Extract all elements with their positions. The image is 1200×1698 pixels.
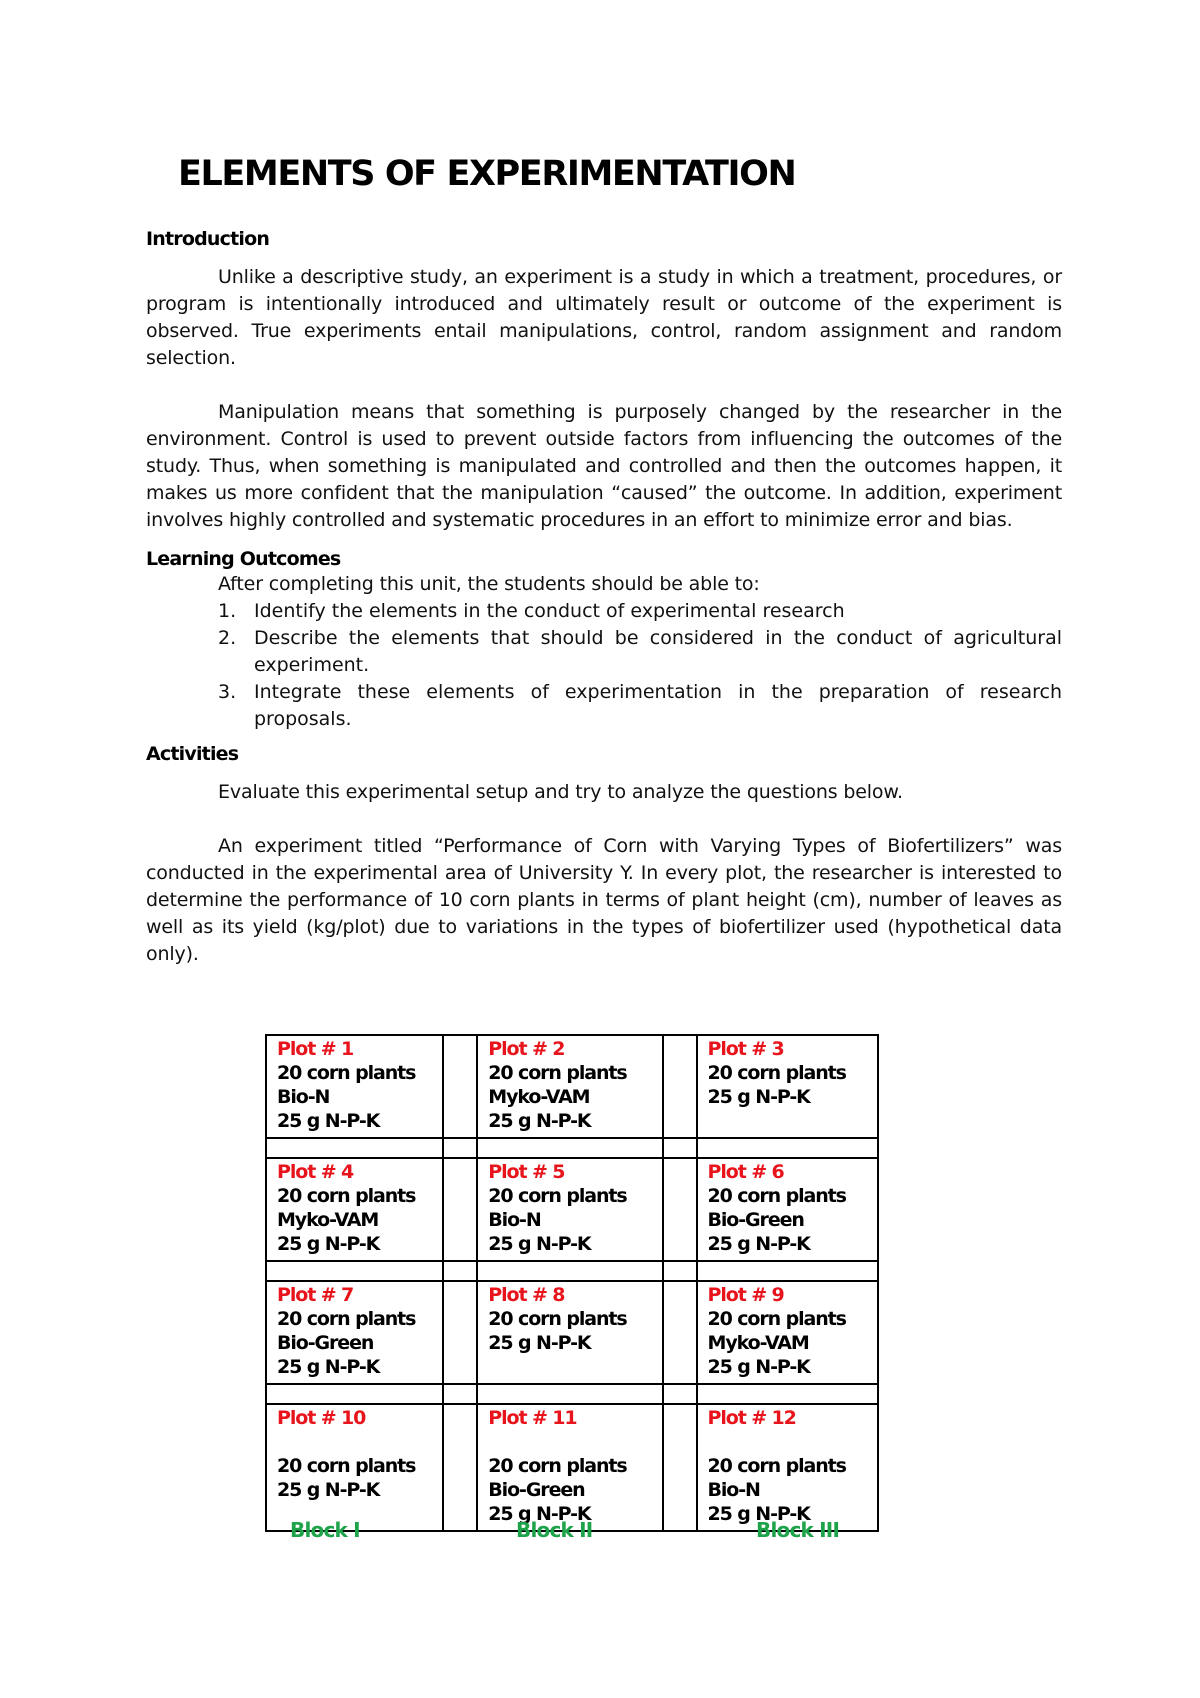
spacer-cell: [663, 1138, 697, 1158]
plot-detail: Bio-N: [488, 1209, 541, 1231]
alley-cell: [443, 1281, 477, 1384]
plot-detail: 20 corn plants: [488, 1455, 627, 1477]
plot-detail: 20 corn plants: [707, 1308, 846, 1330]
alley-cell: [443, 1158, 477, 1261]
plot-detail: [277, 1430, 432, 1454]
list-item: [218, 679, 1062, 733]
spacer-cell: [266, 1138, 443, 1158]
plot-label: Plot # 9: [707, 1284, 784, 1306]
spacer-cell: [443, 1138, 477, 1158]
alley-cell: [663, 1158, 697, 1261]
plot-detail: 25 g N-P-K: [277, 1233, 380, 1255]
plot-layout-table: [265, 1034, 879, 1532]
plot-label: Plot # 11: [488, 1407, 577, 1429]
plot-cell: [697, 1281, 878, 1384]
plot-label: Plot # 1: [277, 1038, 354, 1060]
alley-cell: [663, 1281, 697, 1384]
plot-label: Plot # 5: [488, 1161, 565, 1183]
plot-detail: 20 corn plants: [707, 1455, 846, 1477]
plot-detail: 20 corn plants: [707, 1062, 846, 1084]
spacer-cell: [443, 1384, 477, 1404]
plot-detail: 25 g N-P-K: [707, 1503, 810, 1525]
plot-cell: [697, 1035, 878, 1138]
plot-cell: [266, 1035, 443, 1138]
spacer-cell: [443, 1261, 477, 1281]
spacer-cell: [663, 1261, 697, 1281]
activities-heading: Activities: [146, 743, 239, 765]
plot-cell: [266, 1281, 443, 1384]
plot-detail: 20 corn plants: [277, 1455, 416, 1477]
plot-detail: Bio-N: [277, 1086, 330, 1108]
plot-detail: 25 g N-P-K: [707, 1086, 810, 1108]
introduction-paragraph-2: Manipulation means that something is purposely changed by the researcher in the environment. Control is used to prevent outside factors from influencing the outcomes of the study. Thus, when something is manipulated and controlled and then the outcomes happen, it makes us more confident that the manipulation “caused” the outcome. In addition, experiment involves highly controlled and systematic procedures in an effort to minimize error and bias.: [146, 401, 1062, 531]
plot-cell: [477, 1281, 662, 1384]
plot-label: Plot # 6: [707, 1161, 784, 1183]
block-label-2: Block II: [516, 1518, 593, 1542]
plot-label: Plot # 4: [277, 1161, 354, 1183]
plot-detail: Bio-Green: [488, 1479, 585, 1501]
spacer-cell: [697, 1138, 878, 1158]
plot-detail: Bio-Green: [277, 1332, 374, 1354]
plot-detail: 20 corn plants: [488, 1185, 627, 1207]
list-item-text: Describe the elements that should be considered in the conduct of agricultural experiment.: [254, 627, 1062, 676]
plot-detail: 25 g N-P-K: [277, 1110, 380, 1132]
plot-row: [266, 1404, 878, 1531]
plot-detail: 25 g N-P-K: [488, 1233, 591, 1255]
plot-detail: 25 g N-P-K: [277, 1356, 380, 1378]
plot-cell: [266, 1158, 443, 1261]
plot-detail: 20 corn plants: [488, 1308, 627, 1330]
plot-detail: Bio-N: [707, 1479, 760, 1501]
list-item-number: 2.: [218, 627, 237, 649]
plot-label: Plot # 12: [707, 1407, 796, 1429]
block-label-1: Block I: [290, 1518, 360, 1542]
spacer-cell: [266, 1384, 443, 1404]
alley-cell: [443, 1035, 477, 1138]
plot-detail: Myko-VAM: [488, 1086, 590, 1108]
plot-label: Plot # 3: [707, 1038, 784, 1060]
plot-cell: [266, 1404, 443, 1531]
spacer-cell: [697, 1261, 878, 1281]
spacer-cell: [477, 1138, 662, 1158]
introduction-heading: Introduction: [146, 228, 270, 250]
activities-paragraph-2: An experiment titled “Performance of Corn with Varying Types of Biofertilizers” was conducted in the experimental area of University Y. In every plot, the researcher is interested to determine the performance of 10 corn plants in terms of plant height (cm), number of leaves as well as its yield (kg/plot) due to variations in the types of biofertilizer used (hypothetical data only).: [146, 835, 1062, 965]
plot-row: [266, 1281, 878, 1384]
plot-label: Plot # 10: [277, 1407, 366, 1429]
learning-outcomes-lead: After completing this unit, the students should be able to:: [218, 573, 760, 595]
plot-label: Plot # 7: [277, 1284, 354, 1306]
plot-detail: [708, 1430, 867, 1454]
document-page: [146, 140, 1062, 968]
plot-detail: 25 g N-P-K: [488, 1503, 591, 1525]
learning-outcomes-heading: Learning Outcomes: [146, 548, 341, 570]
plot-detail: 20 corn plants: [707, 1185, 846, 1207]
plot-detail: 25 g N-P-K: [488, 1110, 591, 1132]
spacer-cell: [697, 1384, 878, 1404]
block-label-3: Block III: [756, 1518, 840, 1542]
plot-row: [266, 1035, 878, 1138]
plot-detail: 25 g N-P-K: [707, 1233, 810, 1255]
spacer-cell: [663, 1384, 697, 1404]
list-item-number: 1.: [218, 600, 237, 622]
spacer-cell: [477, 1384, 662, 1404]
list-item-text: Identify the elements in the conduct of experimental research: [254, 600, 845, 622]
plot-detail: 20 corn plants: [488, 1062, 627, 1084]
plot-cell: [477, 1158, 662, 1261]
learning-outcomes-list: [146, 598, 1062, 733]
plot-row: [266, 1158, 878, 1261]
introduction-paragraph-1: Unlike a descriptive study, an experiment is a study in which a treatment, procedures, or program is intentionally introduced and ultimately result or outcome of the experiment is observed. True experiments entail manipulations, control, random assignment and random selection.: [146, 266, 1062, 369]
alley-cell: [443, 1404, 477, 1531]
plot-detail: 25 g N-P-K: [277, 1479, 380, 1501]
alley-cell: [663, 1035, 697, 1138]
plot-detail: 20 corn plants: [277, 1062, 416, 1084]
page-title: ELEMENTS OF EXPERIMENTATION: [178, 154, 796, 194]
list-item-number: 3.: [218, 681, 237, 703]
plot-label: Plot # 2: [488, 1038, 565, 1060]
spacer-cell: [266, 1261, 443, 1281]
plot-detail: Bio-Green: [707, 1209, 804, 1231]
plot-cell: [477, 1404, 662, 1531]
plot-cell: [697, 1404, 878, 1531]
plot-detail: [488, 1430, 651, 1454]
list-item-text: Integrate these elements of experimentation in the preparation of research proposals.: [254, 681, 1062, 730]
plot-cell: [477, 1035, 662, 1138]
list-item: [218, 598, 1062, 625]
plot-detail: 20 corn plants: [277, 1308, 416, 1330]
plot-detail: Myko-VAM: [277, 1209, 379, 1231]
alley-cell: [663, 1404, 697, 1531]
plot-cell: [697, 1158, 878, 1261]
plot-detail: 25 g N-P-K: [488, 1332, 591, 1354]
plot-detail: Myko-VAM: [707, 1332, 809, 1354]
plot-detail: 20 corn plants: [277, 1185, 416, 1207]
spacer-cell: [477, 1261, 662, 1281]
list-item: [218, 625, 1062, 679]
plot-label: Plot # 8: [488, 1284, 565, 1306]
activities-paragraph-1: Evaluate this experimental setup and try to analyze the questions below.: [218, 781, 903, 803]
plot-detail: 25 g N-P-K: [707, 1356, 810, 1378]
